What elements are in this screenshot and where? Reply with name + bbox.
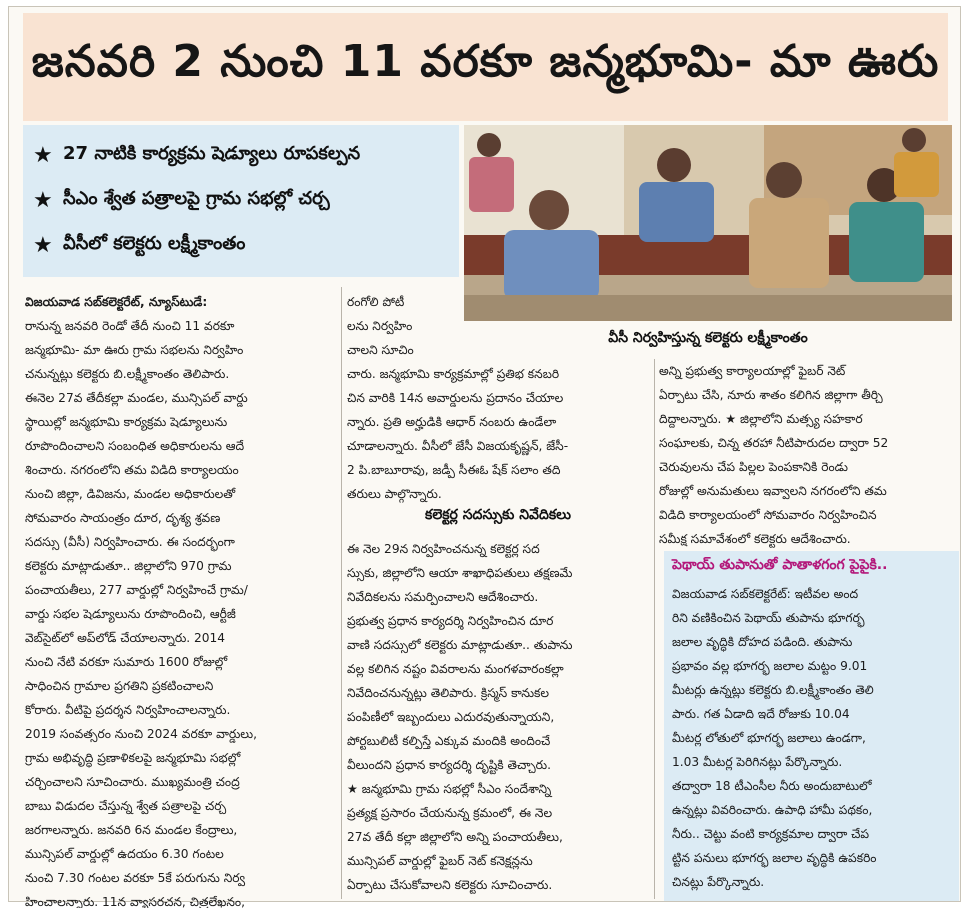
text-line: కలెక్టరు మాట్లాడుతూ.. జిల్లాలోని 970 గ్రామ	[25, 559, 232, 573]
text-line: బాబు విడుదల చేస్తున్న శ్వేత పత్రాలపై చర్చ	[25, 799, 227, 813]
text-line: దిద్దాలన్నారు. ★ జిల్లాలోని మత్స్య సహకార	[659, 412, 863, 426]
text-line: 2019 సంవత్సరం నుంచి 2024 వరకూ వార్డులు,	[25, 727, 258, 741]
text-line: ఈ నెల 29న నిర్వహించనున్న కలెక్టర్ల సద	[347, 542, 540, 556]
text-line: మీటర్ల లోతులో భూగర్భ జలాలు ఉండగా,	[672, 731, 866, 745]
text-line: చారు. జన్మభూమి కార్యక్రమాల్లో ప్రతిభ కనబరి	[347, 367, 560, 381]
highlight-item	[33, 178, 449, 223]
text-line: సోమవారం సాయంత్రం దూర, దృశ్య శ్రవణ	[25, 511, 221, 525]
text-line: ఏర్పాటు చేసుకోవాలని కలెక్టరు సూచించారు.	[347, 878, 553, 892]
text-line: స్సుకు, జిల్లాలోని ఆయా శాఖాధిపతులు తక్షణమే	[347, 566, 573, 580]
text-line: సాధించిన గ్రామాల ప్రగతిని ప్రకటించాలని	[25, 679, 214, 693]
text-line: నుంచి జిల్లా, డివిజను, మండల అధికారులతో	[25, 487, 236, 501]
text-line: జన్మభూమి- మా ఊరు గ్రామ సభలను నిర్వహిం	[25, 343, 244, 357]
box-title: పెథాయ్ తుపానుతో పాతాళగంగ పైపైకి..	[672, 557, 888, 573]
text-line: వెబ్‌సైట్‌లో అప్‌లోడ్ చేయాలన్నారు. 2014	[25, 631, 226, 645]
article-column-2-bottom	[347, 537, 649, 897]
text-line: వాణి సదస్సులో కలెక్టరు మాట్లాడుతూ.. తుపాను	[347, 638, 573, 652]
text-line: వీలుందని ప్రధాన కార్యదర్శి దృష్టికి తెచ్చారు.	[347, 758, 551, 772]
text-line: చర్చించాలని సూచించారు. ముఖ్యమంత్రి చంద్ర	[25, 775, 240, 789]
text-line: సదస్సు (వీసీ) నిర్వహించారు. ఈ సందర్భంగా	[25, 535, 235, 549]
text-line: ప్రభావం వల్ల భూగర్భ జలాల మట్టం 9.01	[672, 659, 868, 673]
text-line: చాలని సూచిం	[347, 343, 414, 357]
text-line: మీటర్లు ఉన్నట్లు కలెక్టరు బి.లక్ష్మీకాంతం తెలి	[672, 683, 874, 697]
text-line: 1.03 మీటర్ల పెరిగినట్లు పేర్కొన్నారు.	[672, 755, 843, 769]
article-column-2-top	[347, 290, 649, 506]
text-line: రూపొందించాలని సంబంధిత అధికారులను ఆదే	[25, 439, 245, 453]
text-line: సమీక్ష సమావేశంలో కలెక్టరు ఆదేశించారు.	[659, 532, 851, 546]
text-line: లను నిర్వహిం	[347, 319, 413, 333]
text-line: న్నారు. ప్రతి అర్హుడికి ఆధార్ నంబరు ఉండేలా	[347, 415, 557, 429]
text-line: పంపిణీలో ఇబ్బందులు ఎదురవుతున్నాయని,	[347, 710, 555, 724]
headline: జనవరి 2 నుంచి 11 వరకూ జన్మభూమి- మా ఊరు	[23, 13, 948, 121]
text-line: ఈనెల 27వ తేదీకల్లా మండల, మున్సిపల్ వార్డు	[25, 391, 248, 405]
text-line: ★ జన్మభూమి గ్రామ సభల్లో సీఎం సందేశాన్ని	[347, 782, 552, 796]
text-line: ఉన్నట్లు వివరించారు. ఉపాధి హామీ పథకం,	[672, 803, 873, 817]
text-line: 2 పి.బాబూరావు, జడ్పీ సీఈఓ షేక్ సలాం తది	[347, 463, 561, 477]
text-line: చిన వారికి 14న అవార్డులను ప్రదానం చేయాల	[347, 391, 564, 405]
text-line: రిని వణికించిన పెథాయ్ తుపాను భూగర్భ	[672, 611, 865, 625]
box-body	[672, 582, 951, 894]
text-line: నివేదించనున్నట్లు తెలిపారు. క్రిస్మస్ కానుకల	[347, 686, 550, 700]
text-line: విడిది కార్యాలయంలో సోమవారం నిర్వహించిన	[659, 508, 877, 522]
text-line: చూడాలన్నారు. వీసీలో జేసీ విజయకృష్ణన్, జేసీ-	[347, 439, 569, 453]
dateline: విజయవాడ సబ్‌కలెక్టరేట్, న్యూస్‌టుడే:	[25, 295, 208, 309]
text-line: చినట్లు పేర్కొన్నారు.	[672, 875, 765, 889]
text-line: చనున్నట్లు కలెక్టరు బి.లక్ష్మీకాంతం తెలిపారు.	[25, 367, 230, 381]
text-line: శించారు. నగరంలోని తమ విడిది కార్యాలయం	[25, 463, 239, 477]
text-line: రంగోలి పోటీ	[347, 295, 405, 309]
text-line: సంఘాలకు, చిన్న తరహా నీటిపారుదల ద్వారా 52	[659, 436, 889, 450]
star-icon: ★	[33, 143, 53, 168]
text-line: 27వ తేదీ కల్లా జిల్లాలోని అన్ని పంచాయతీలు,	[347, 830, 563, 844]
text-line: ఏర్పాటు చేసి, నూరు శాతం కలిగిన జిల్లాగా తీర్చి	[659, 388, 883, 402]
text-line: కోరారు. వీటిపై ప్రదర్శన నిర్వహించాలన్నారు.	[25, 703, 231, 717]
section-subheading: కలెక్టర్ల సదస్సుకు నివేదికలు	[425, 507, 571, 523]
highlights-box	[23, 125, 459, 277]
star-icon: ★	[33, 233, 53, 258]
text-line: పంచాయతీలు, 277 వార్డుల్లో నిర్వహించే గ్రామ/	[25, 583, 248, 597]
star-icon: ★	[33, 188, 53, 213]
text-line: ప్రభుత్వ ప్రధాన కార్యదర్శి నిర్వహించిన దూర	[347, 614, 554, 628]
text-line: మున్సిపల్ వార్డుల్లో ఉదయం 6.30 గంటల	[25, 847, 224, 861]
text-line: ప్రత్యక్ష ప్రసారం చేయనున్న క్రమంలో, ఈ నెల	[347, 806, 553, 820]
text-line: రోజుల్లో అనుమతులు ఇవ్వాలని నగరంలోని తమ	[659, 484, 887, 498]
text-line: జలాల వృద్ధికి దోహద పడింది. తుపాను	[672, 635, 853, 649]
photo-caption: వీసీ నిర్వహిస్తున్న కలెక్టరు లక్ష్మీకాంతం	[608, 329, 808, 346]
text-line: విజయవాడ సబ్‌కలెక్టరేట్: ఇటీవల అంద	[672, 587, 859, 601]
text-line: ట్టిన పనులు భూగర్భ జలాల వృద్ధికి ఉపకరిం	[672, 851, 877, 865]
text-line: మున్సిపల్ వార్డుల్లో ఫైబర్ నెట్ కనెక్షన్లను	[347, 854, 533, 868]
text-line: వల్ల కలిగిన నష్టం వివరాలను మంగళవారంకల్లా	[347, 662, 564, 676]
text-line: పారు. గత ఏడాది ఇదే రోజుకు 10.04	[672, 707, 850, 721]
article-column-1	[25, 290, 335, 908]
highlight-text: సీఎం శ్వేత పత్రాలపై గ్రామ సభల్లో చర్చ	[63, 188, 330, 209]
highlight-item	[33, 133, 449, 178]
text-line: నుంచి 7.30 గంటల వరకూ 5కే పరుగును నిర్వ	[25, 871, 246, 885]
article-column-3	[659, 359, 957, 551]
sidebar-news-box	[664, 551, 959, 901]
text-line: నీరు.. చెట్టు వంటి కార్యక్రమాల ద్వారా చేప	[672, 827, 870, 841]
text-line: జరగాలన్నారు. జనవరి 6న మండల కేంద్రాలు,	[25, 823, 238, 837]
text-line: స్థాయిల్లో జన్మభూమి కార్యక్రమ షెడ్యూలును	[25, 415, 228, 429]
text-line: అన్ని ప్రభుత్వ కార్యాలయాల్లో ఫైబర్ నెట్	[659, 364, 846, 378]
text-line: నివేదికలను సమర్పించాలని ఆదేశించారు.	[347, 590, 539, 604]
text-line: తద్వారా 18 టీఎంసీల నీరు అందుబాటులో	[672, 779, 872, 793]
text-line: చెరువులను చేప పిల్లల పెంపకానికి రెండు	[659, 460, 848, 474]
highlight-item	[33, 223, 449, 268]
text-line: రానున్న జనవరి రెండో తేదీ నుంచి 11 వరకూ	[25, 319, 235, 333]
text-line: పోర్టబులిటీ కల్పిస్తే ఎక్కువ మందికి అందించే	[347, 734, 551, 748]
text-line: హించాలన్నారు. 11న వ్యాసరచన, చిత్రలేఖనం,	[25, 895, 245, 908]
highlight-text: వీసీలో కలెక్టరు లక్ష్మీకాంతం	[63, 233, 246, 254]
text-line: తరులు పాల్గొన్నారు.	[347, 487, 442, 501]
newspaper-page	[8, 6, 961, 908]
highlight-text: 27 నాటికి కార్యక్రమ షెడ్యూలు రూపకల్పన	[63, 143, 361, 164]
text-line: గ్రామ అభివృద్ధి ప్రణాళికలపై జన్మభూమి సభల్లో	[25, 751, 241, 765]
column-divider	[341, 287, 342, 899]
column-divider	[654, 359, 655, 899]
text-line: వార్డు సభల షెడ్యూలును రూపొందించి, ఆర్టీజీ	[25, 607, 236, 621]
text-line: నుంచి నేటి వరకూ సుమారు 1600 రోజుల్లో	[25, 655, 228, 669]
